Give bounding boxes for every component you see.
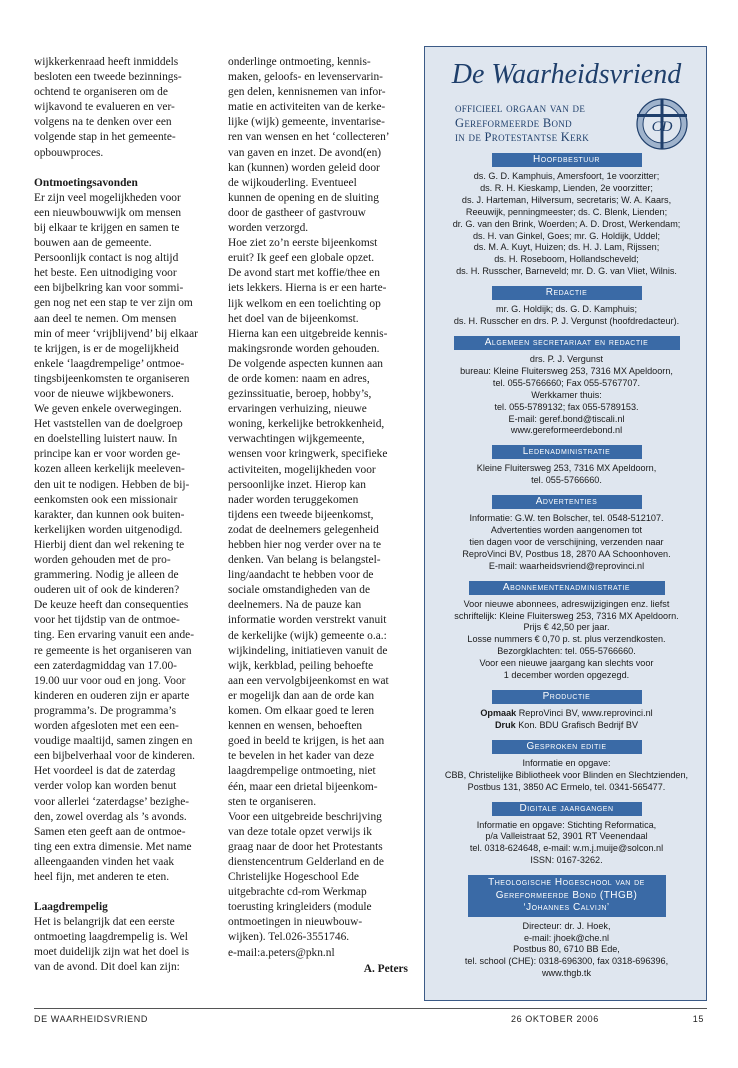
- masthead-title: De Waarheidsvriend: [451, 59, 682, 90]
- text-line: Hoe ziet zo’n eerste bijeenkomst: [228, 237, 378, 250]
- text-line: Het vaststellen van de doelgroep: [34, 418, 183, 431]
- text-line: door de gastheer of gastvrouw: [228, 206, 366, 219]
- section-title: Algemeen secretariaat en redactie: [454, 336, 680, 350]
- text-line: den, zowel overdag als ’s avonds.: [34, 810, 187, 823]
- text-line: re gemeente is het organiseren van: [34, 644, 192, 657]
- page-footer: [34, 1008, 707, 1031]
- colophon-line: Informatie en opgave: Stichting Reformatica,: [476, 819, 657, 830]
- text-line: voor de nieuwe wijkbewoners.: [34, 387, 174, 400]
- text-line: den uit te nodigen. Hebben de bij-: [34, 478, 190, 491]
- text-line: bij elkaar te krijgen en samen te: [34, 221, 180, 234]
- text-line: te bevelen in het kader van deze: [228, 750, 375, 763]
- section-title: Digitale jaargangen: [492, 802, 642, 816]
- text-line: dienstencentrum Gelderland en de: [228, 855, 384, 868]
- text-line: één, maar een drietal bijeenkom-: [228, 780, 378, 793]
- colophon-line: [425, 708, 708, 720]
- section-title-line: ‘Johannes Calvijn’: [523, 902, 610, 914]
- text-line: voor het tijdstip van de ontmoe-: [34, 614, 180, 627]
- text-line: volgende stap in het gemeente-: [34, 131, 176, 144]
- colophon-line: Bezorgklachten: tel. 055-5766660.: [497, 646, 636, 657]
- section-title: Ledenadministratie: [492, 445, 642, 459]
- colophon-line: ReproVinci BV, Postbus 18, 2870 AA Schoonhoven.: [462, 548, 671, 559]
- colophon-line: dr. G. van den Brink, Woerden; A. D. Drost, Werkendam;: [452, 218, 681, 229]
- text-line: Er zijn veel mogelijkheden voor: [34, 191, 181, 204]
- text-line: Christelijke Hogeschool Ede: [228, 871, 359, 884]
- colophon-line: Postbus 131, 3850 AC Ermelo, tel. 0341-565477.: [467, 781, 666, 792]
- text-line: nader worden teruggekomen: [228, 493, 359, 506]
- text-line: onderlinge ontmoeting, kennis-: [228, 56, 371, 68]
- text-line: kunnen de opening en de sluiting: [228, 191, 379, 204]
- text-line: het beste. Een uitnodiging voor: [34, 267, 177, 280]
- text-line: maken, geloofs- en levenservarin-: [228, 71, 383, 84]
- text-line: persoonlijke inzet. Hierop kan: [228, 478, 366, 491]
- logo-letters: CD: [651, 119, 673, 135]
- section-title: Gesproken editie: [492, 740, 642, 754]
- section-title: [468, 875, 666, 917]
- text-line: moet duidelijk zijn wat het doel is: [34, 946, 190, 959]
- text-line: kinderen en ouderen zijn er aparte: [34, 689, 190, 702]
- text-line: Hierbij dient dan wel rekening te: [34, 538, 185, 551]
- section-title: Productie: [492, 690, 642, 704]
- text-line: toerusting kringleiders (module: [228, 901, 372, 914]
- colophon-line: Kleine Fluitersweg 253, 7316 MX Apeldoorn,: [476, 463, 657, 474]
- subtitle-line: officieel orgaan van de: [455, 101, 586, 115]
- colophon-line: Voor nieuwe abonnees, adreswijzigingen enz. liefst: [463, 598, 670, 609]
- subtitle-line: in de Protestantse Kerk: [455, 130, 590, 144]
- text-line: gezinssituatie, beroep, hobby’s,: [228, 388, 372, 401]
- text-line: ontmoetingen in nieuwbouw-: [228, 916, 363, 929]
- text-line: kennen en wensen, behoeften: [228, 720, 363, 733]
- text-line: gen delen, kennisnemen van infor-: [228, 86, 386, 99]
- text-line: sten te organiseren.: [228, 795, 317, 808]
- colophon-section: [425, 690, 708, 732]
- paragraph: [34, 55, 214, 161]
- colophon-line: ds. H. van Ginkel, Goes; mr. G. Holdijk, Uddel;: [473, 230, 660, 241]
- text-line: van gaven en inzet. De avond(en): [228, 146, 382, 159]
- text-line: ling/aandacht te hebben voor de: [228, 569, 374, 582]
- text-line: de orde komen: naam en adres,: [228, 372, 370, 385]
- label-value: Kon. BDU Grafisch Bedrijf BV: [515, 719, 639, 730]
- text-line: verwachtingen wijkgemeente,: [228, 433, 365, 446]
- text-line: worden afgesloten met een een-: [34, 720, 179, 733]
- colophon-line: schriftelijk: Kleine Fluitersweg 253, 7316 MX Apeldoorn.: [454, 610, 679, 621]
- text-line: van de avond. Dit doel kan zijn:: [34, 961, 180, 974]
- colophon-line: drs. P. J. Vergunst: [529, 353, 604, 364]
- colophon-line: ds. R. H. Kieskamp, Lienden, 2e voorzitter;: [480, 182, 653, 193]
- text-line: 19.00 uur voor oud en jong. Voor: [34, 674, 186, 687]
- section-title: Abonnementenadministratie: [469, 581, 665, 595]
- text-line: de kerkelijke (wijk) gemeente o.a.:: [228, 629, 387, 642]
- text-line: eruit? Ik geef een globale opzet.: [228, 252, 375, 265]
- text-line: komen. Om elkaar goed te leren: [228, 705, 375, 718]
- section-title: Advertenties: [492, 495, 642, 509]
- text-line: Het is belangrijk dat een eerste: [34, 916, 175, 929]
- text-line: heel fijn, met anderen te eten.: [34, 870, 170, 883]
- text-line: verder volop kan worden benut: [34, 780, 177, 793]
- section-title-line: Theologische Hogeschool van de: [488, 877, 645, 889]
- text-line: voor allerlei ‘zaterdagse’ bezighe-: [34, 795, 190, 808]
- subtitle-line: Gereformeerde Bond: [455, 115, 572, 130]
- section-heading: Ontmoetingsavonden: [34, 176, 138, 189]
- footer-publication: DE WAARHEIDSVRIEND: [34, 1014, 148, 1024]
- colophon-line: Werkkamer thuis:: [531, 389, 602, 400]
- text-line: goed in beeld te krijgen, is het aan: [228, 735, 385, 748]
- colophon-section: [425, 153, 708, 278]
- colophon-line: Reeuwijk, penningmeester; ds. C. Blenk, Lienden;: [465, 206, 668, 217]
- text-line: eenkomsten ook een missionair: [34, 493, 178, 506]
- section-title: Hoofdbestuur: [492, 153, 642, 167]
- colophon-section: [425, 802, 708, 868]
- text-line: te krijgen, is er de mogelijkheid: [34, 342, 179, 355]
- text-line: Voor een uitgebreide beschrijving: [228, 810, 382, 823]
- text-line: tingsbijeenkomsten te organiseren: [34, 372, 190, 385]
- colophon-line: ds. H. Russcher en drs. P. J. Vergunst (hoofdredacteur).: [453, 316, 680, 327]
- colophon-line: 1 december worden opgezegd.: [503, 670, 630, 681]
- colophon-line: E-mail: geref.bond@tiscali.nl: [508, 413, 625, 424]
- text-line: makingsronde worden gehouden.: [228, 342, 380, 355]
- text-line: wijkkerkenraad heeft inmiddels: [34, 56, 179, 68]
- text-line: ren van wensen en het ‘collecteren’: [228, 131, 390, 144]
- text-line: woning, kerkelijke betrokkenheid,: [228, 418, 385, 431]
- paragraph: [34, 915, 214, 975]
- text-line: een bijbelverhaal voor de kinderen.: [34, 750, 195, 763]
- paragraph: [34, 191, 214, 885]
- text-line: wijkindeling, initiatieven vanuit de: [228, 644, 388, 657]
- text-line: deelnemers. Na de pauze kan: [228, 599, 362, 612]
- colophon-line: tien dagen voor de verschijning, verzenden naar: [469, 536, 664, 547]
- colophon-section: [425, 495, 708, 573]
- page-number: 15: [692, 1014, 704, 1024]
- text-line: een nieuwbouwwijk om mensen: [34, 206, 182, 219]
- colophon-line: ISSN: 0167-3262.: [530, 855, 603, 866]
- text-line: De keuze heeft dan consequenties: [34, 599, 189, 612]
- section-title: Redactie: [492, 286, 642, 300]
- colophon-line: Losse nummers € 0,70 p. st. plus verzendkosten.: [467, 634, 666, 645]
- text-line: informatie worden verstrekt vanuit: [228, 614, 387, 627]
- text-line: tijdens een tweede bijeenkomst,: [228, 508, 374, 521]
- text-line: karakter, dan kunnen ook buiten-: [34, 508, 185, 521]
- text-line: worden verzorgd.: [228, 222, 309, 235]
- colophon-line: [425, 720, 708, 732]
- colophon-line: Postbus 80, 6710 BB Ede,: [513, 944, 620, 955]
- paragraph-gap: [34, 885, 214, 900]
- text-line: bouwen aan de gemeente.: [34, 237, 152, 250]
- text-line: ontmoeting laagdrempelig is. Wel: [34, 931, 188, 944]
- colophon-line: CBB, Christelijke Bibliotheek voor Blinden en Slechtzienden,: [444, 769, 689, 780]
- text-line: Het voordeel is dat de zaterdag: [34, 765, 176, 778]
- colophon-section: [425, 445, 708, 487]
- text-line: de wijkouderling. Eventueel: [228, 176, 357, 189]
- text-line: programma’s. De programma’s: [34, 704, 177, 717]
- text-line: denken. Van belang is belangstel-: [228, 554, 381, 567]
- text-line: min of meer ‘vrijblijvend’ bij elkaar: [34, 327, 198, 340]
- text-line: matie en activiteiten van de kerke-: [228, 101, 386, 114]
- text-line: zodat de deelnemers gelegenheid: [228, 523, 379, 536]
- colophon-line: e-mail: jhoek@che.nl: [523, 932, 610, 943]
- label-value: ReproVinci BV, www.reprovinci.nl: [516, 708, 653, 718]
- article-column-2: [228, 55, 408, 977]
- text-line: een zaterdagmiddag van 17.00-: [34, 659, 177, 672]
- text-line: wijkavond te evalueren en ver-: [34, 101, 175, 114]
- text-line: alleengaanden vinden het vaak: [34, 855, 175, 868]
- text-line: volgens na te denken over een: [34, 116, 172, 129]
- text-line: worden gehouden met de pro-: [34, 554, 171, 566]
- text-line: ochtend te organiseren om de: [34, 86, 168, 99]
- colophon-line: bureau: Kleine Fluitersweg 253, 7316 MX Apeldoorn,: [460, 365, 673, 376]
- colophon-line: mr. G. Holdijk; ds. G. D. Kamphuis;: [496, 304, 637, 315]
- author-name: A. Peters: [363, 962, 408, 975]
- cross-seal-icon: [635, 97, 689, 151]
- text-line: kerkelijken worden uitgenodigd.: [34, 523, 183, 536]
- text-line: van deze totale opzet verwijs ik: [228, 825, 372, 838]
- colophon-box: [424, 46, 707, 1001]
- colophon-line: tel. 055-5766660.: [531, 475, 602, 486]
- text-line: grammering. Nodig je alleen de: [34, 569, 179, 582]
- text-line: De avond start met koffie/thee en: [228, 267, 380, 280]
- colophon-line: ds. H. Roseboom, Hollandscheveld;: [494, 254, 639, 265]
- text-line: We geven enkele overwegingen.: [34, 403, 182, 416]
- text-line: lijk welkom en een toelichting op: [228, 297, 381, 310]
- colophon-section: [425, 336, 708, 437]
- paragraph: [228, 55, 408, 961]
- text-line: kan (kunnen) worden geleid door: [228, 161, 380, 174]
- colophon-line: tel. 055-5766660; Fax 055-5767707.: [492, 377, 641, 388]
- text-line: en doelstelling luistert nauw. In: [34, 433, 178, 446]
- text-line: lijke (wijk) gemeente, inventarise-: [228, 116, 385, 129]
- text-line: gen nog net een stap te ver zijn om: [34, 297, 193, 310]
- text-line: principe kan er voor worden ge-: [34, 448, 181, 461]
- colophon-line: tel. 055-5789132; fax 055-5789153.: [494, 401, 639, 412]
- colophon-line: Informatie en opgave:: [522, 757, 611, 768]
- colophon-line: E-mail: waarheidsvriend@reprovinci.nl: [488, 560, 645, 571]
- text-line: e-mail:a.peters@pkn.nl: [228, 946, 335, 959]
- colophon-line: Prijs € 42,50 per jaar.: [523, 622, 610, 633]
- text-line: Persoonlijk contact is nog altijd: [34, 252, 179, 265]
- masthead-subtitle: [455, 101, 645, 145]
- text-line: ting een extra dimensie. Met name: [34, 840, 192, 853]
- text-line: opbouwproces.: [34, 146, 104, 159]
- text-line: het doel van de bijeenkomst.: [228, 312, 359, 325]
- text-line: Hierna kan een uitgebreide kennis-: [228, 327, 388, 340]
- section-title-line: Gereformeerde Bond (THGB): [495, 889, 638, 901]
- colophon-line: Voor een nieuwe jaargang kan slechts voor: [479, 658, 654, 669]
- text-line: besloten een tweede bezinnings-: [34, 71, 182, 84]
- text-line: wijk, kerkblad, peiling behoefte: [228, 659, 374, 672]
- colophon-sections: [425, 153, 708, 988]
- text-line: iets lekkers. Hierna is er een harte-: [228, 282, 387, 295]
- colophon-line: www.thgb.tk: [541, 968, 592, 979]
- colophon-section: [425, 875, 708, 980]
- colophon-line: tel. 0318-624648, e-mail: w.m.j.muije@solcon.nl: [469, 843, 664, 854]
- text-line: sociale omstandigheden van de: [228, 584, 371, 597]
- text-line: aan deel te nemen. Om mensen: [34, 312, 177, 325]
- colophon-line: p/a Valleistraat 52, 3901 RT Veenendaal: [485, 831, 648, 842]
- colophon-line: Advertenties worden aangenomen tot: [490, 525, 643, 536]
- text-line: kozen alleen kerkelijk meeleven-: [34, 463, 185, 476]
- colophon-line: ds. J. Harteman, Hilversum, secretaris; W. A. Kaars,: [461, 194, 672, 205]
- colophon-line: ds. M. A. Kuyt, Huizen; ds. H. J. Lam, Rijssen;: [473, 242, 660, 253]
- text-line: enkele ‘laagdrempelige’ ontmoe-: [34, 357, 185, 370]
- colophon-line: ds. G. D. Kamphuis, Amersfoort, 1e voorzitter;: [473, 171, 660, 181]
- text-line: ting. Een ervaring vanuit een ande-: [34, 629, 195, 642]
- colophon-line: tel. school (CHE): 0318-696300, fax 0318-696396,: [464, 956, 669, 967]
- text-line: voudige maaltijd, samen zingen en: [34, 735, 193, 748]
- label-bold: Druk: [494, 719, 516, 730]
- paragraph-gap: [34, 161, 214, 176]
- text-line: uitgebrachte cd-rom Werkmap: [228, 886, 367, 899]
- colophon-line: ds. H. Russcher, Barneveld; mr. D. G. van Vliet, Wilnis.: [456, 266, 677, 277]
- colophon-line: www.gereformeerdebond.nl: [510, 425, 623, 436]
- text-line: graag naar de door het Protestants: [228, 840, 383, 853]
- colophon-line: Directeur: dr. J. Hoek,: [522, 920, 611, 931]
- text-line: wensen voor kringwerk, specifieke: [228, 448, 388, 461]
- colophon-section: [425, 581, 708, 682]
- text-line: activiteiten, mogelijkheden voor: [228, 463, 376, 476]
- text-line: wijken). Tel.026-3551746.: [228, 931, 350, 944]
- footer-date: 26 OKTOBER 2006: [511, 1014, 599, 1024]
- text-line: ervaringen verhuizing, nieuwe: [228, 403, 367, 416]
- text-line: Samen eten geeft aan de ontmoe-: [34, 825, 186, 838]
- text-line: ouderen uit of ook de kinderen?: [34, 584, 180, 597]
- text-line: een bijbelkring kan voor sommi-: [34, 282, 184, 295]
- text-line: De volgende aspecten kunnen aan: [228, 357, 383, 370]
- section-heading: Laagdrempelig: [34, 901, 108, 914]
- label-bold: Opmaak: [480, 708, 517, 718]
- text-line: hebben hier nog verder over na te: [228, 539, 382, 551]
- article-column-1: [34, 55, 214, 976]
- colophon-section: [425, 286, 708, 328]
- text-line: laagdrempelige ontmoeting, niet: [228, 765, 376, 778]
- text-line: aan een vervolgbijeenkomst en wat: [228, 674, 389, 687]
- text-line: er mogelijk dan aan de orde kan: [228, 689, 375, 702]
- colophon-line: Informatie: G.W. ten Bolscher, tel. 0548-512107.: [469, 513, 664, 524]
- colophon-section: [425, 740, 708, 794]
